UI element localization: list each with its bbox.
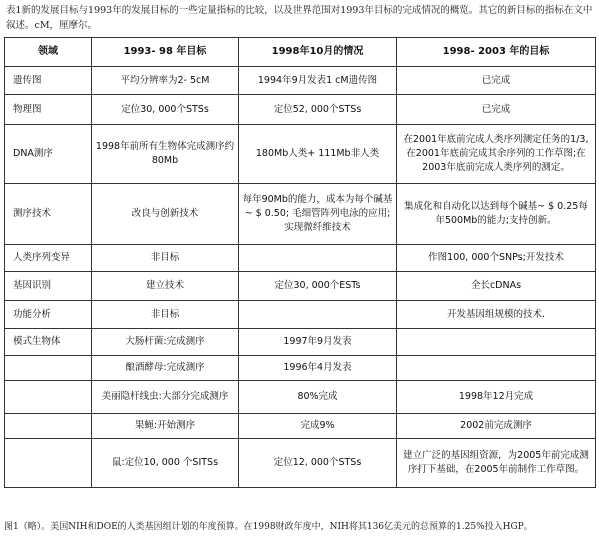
table-row	[5, 414, 596, 439]
cell-area	[5, 414, 92, 439]
cell-area: 遗传图	[5, 67, 92, 95]
cell-goal-2003: 作图100, 000个SNPs;开发技术	[397, 245, 596, 272]
cell-status-1998	[239, 245, 397, 272]
cell-status-1998	[239, 301, 397, 329]
header-status-1998: 1998年10月的情况	[239, 38, 397, 67]
cell-status-1998: 1997年9月发表	[239, 329, 397, 356]
cell-area	[5, 381, 92, 414]
cell-goal-1993: 酿酒酵母:完成测序	[92, 356, 239, 381]
table-row	[5, 95, 596, 125]
cell-status-1998: 定位30, 000个ESTs	[239, 272, 397, 301]
table-row	[5, 125, 596, 184]
cell-goal-1993: 建立技术	[92, 272, 239, 301]
cell-area: 测序技术	[5, 184, 92, 245]
cell-goal-2003: 已完成	[397, 67, 596, 95]
cell-status-1998: 1996年4月发表	[239, 356, 397, 381]
cell-area	[5, 356, 92, 381]
cell-area: 物理图	[5, 95, 92, 125]
cell-status-1998: 定位52, 000个STSs	[239, 95, 397, 125]
cell-goal-1993: 改良与创新技术	[92, 184, 239, 245]
header-goal-2003: 1998- 2003 年的目标	[397, 38, 596, 67]
table-row	[5, 381, 596, 414]
table-caption: 表1新的发展目标与1993年的发展目标的一些定量指标的比较，以及世界范围对1993年目标的完成情况的概览。其它的新目标的指标在文中叙述。cM，厘摩尔。	[6, 5, 593, 31]
cell-goal-1993: 平均分辨率为2- 5cM	[92, 67, 239, 95]
cell-area: DNA测序	[5, 125, 92, 184]
cell-goal-2003: 集成化和自动化以达到每个碱基~ $ 0.25每年500Mb的能力;支持创新。	[397, 184, 596, 245]
cell-goal-2003: 1998年12月完成	[397, 381, 596, 414]
cell-goal-1993: 果蝇:开始测序	[92, 414, 239, 439]
cell-goal-1993: 定位30, 000个STSs	[92, 95, 239, 125]
cell-status-1998: 180Mb人类+ 111Mb非人类	[239, 125, 397, 184]
cell-goal-2003	[397, 356, 596, 381]
figure-footnote: 图1（略）。美国NIH和DOE的人类基因组计划的年度预算。在1998财政年度中，NIH将其136亿美元的总预算的1.25%投入HGP。	[4, 522, 533, 532]
cell-goal-2003: 在2001年底前完成人类序列测定任务的1/3,在2001年底前完成其余序列的工作草图;在2003年底前完成人类序列的测定。	[397, 125, 596, 184]
header-goal-1993: 1993- 98 年目标	[92, 38, 239, 67]
table-row	[5, 439, 596, 488]
table-row	[5, 272, 596, 301]
header-area: 领域	[5, 38, 92, 67]
table-row	[5, 67, 596, 95]
cell-status-1998: 定位12, 000个STSs	[239, 439, 397, 488]
cell-status-1998: 每年90Mb的能力，成本为每个碱基~ $ 0.50; 毛细管阵列电泳的应用;实现微纤维技术	[239, 184, 397, 245]
cell-goal-1993: 非目标	[92, 245, 239, 272]
cell-status-1998: 完成9%	[239, 414, 397, 439]
table-row	[5, 329, 596, 356]
cell-goal-1993: 大肠杆菌:完成测序	[92, 329, 239, 356]
cell-goal-2003: 2002前完成测序	[397, 414, 596, 439]
cell-area: 基因识别	[5, 272, 92, 301]
goals-comparison-table	[4, 37, 596, 488]
table-row	[5, 301, 596, 329]
cell-goal-2003: 开发基因组规模的技术.	[397, 301, 596, 329]
cell-area	[5, 439, 92, 488]
cell-area: 功能分析	[5, 301, 92, 329]
table-row	[5, 245, 596, 272]
cell-goal-2003	[397, 329, 596, 356]
table-row	[5, 356, 596, 381]
cell-goal-2003: 已完成	[397, 95, 596, 125]
cell-goal-1993: 1998年前所有生物体完成测序约80Mb	[92, 125, 239, 184]
cell-goal-2003: 全长cDNAs	[397, 272, 596, 301]
cell-goal-1993: 鼠:定位10, 000 个SITSs	[92, 439, 239, 488]
cell-goal-1993: 非目标	[92, 301, 239, 329]
cell-status-1998: 80%完成	[239, 381, 397, 414]
cell-status-1998: 1994年9月发表1 cM遗传图	[239, 67, 397, 95]
cell-goal-1993: 美丽隐杆线虫:大部分完成测序	[92, 381, 239, 414]
table-header-row	[5, 38, 596, 67]
cell-goal-2003: 建立广泛的基因组资源，为2005年前完成测序打下基础，在2005年前制作工作草图。	[397, 439, 596, 488]
cell-area: 模式生物体	[5, 329, 92, 356]
cell-area: 人类序列变异	[5, 245, 92, 272]
table-row	[5, 184, 596, 245]
